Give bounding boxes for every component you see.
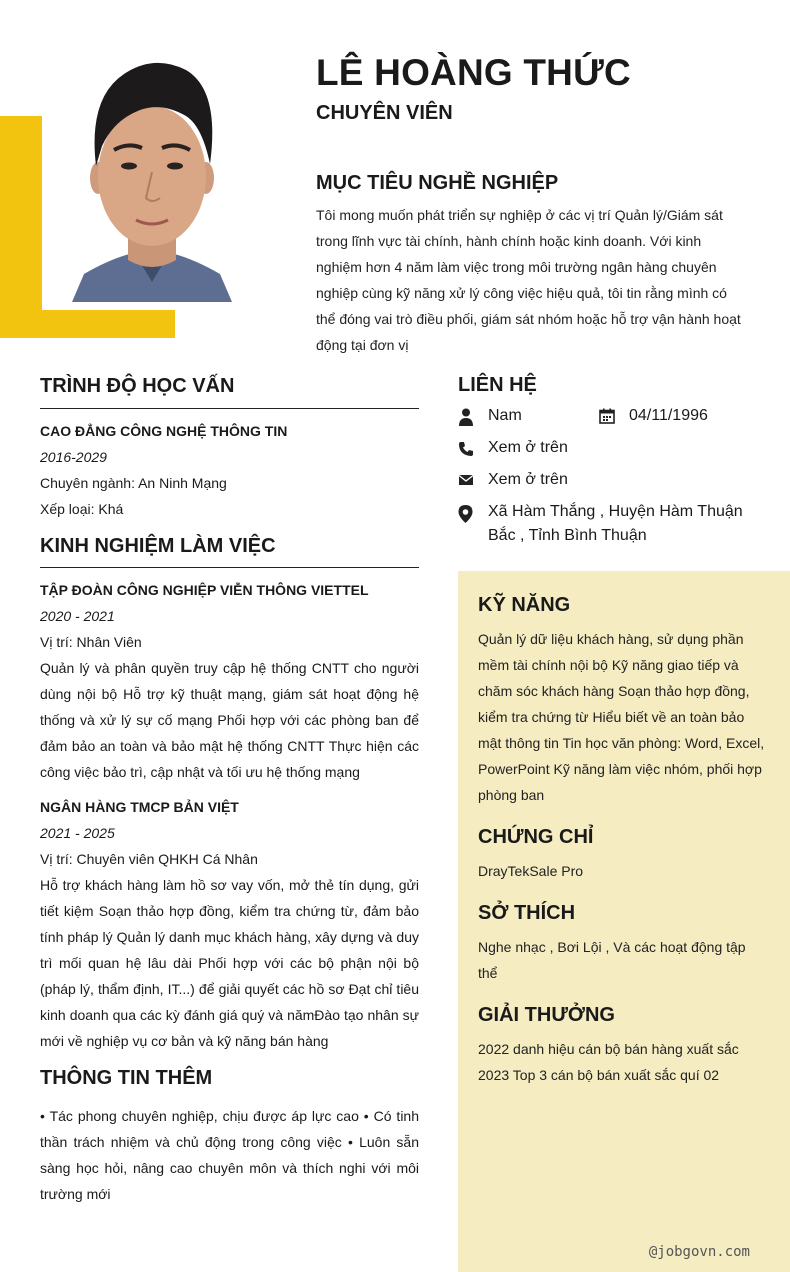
skills-title: KỸ NĂNG xyxy=(478,594,571,616)
experience-period: 2021 - 2025 xyxy=(40,825,115,841)
education-period: 2016-2029 xyxy=(40,449,107,465)
phone-icon xyxy=(458,441,474,457)
contact-title: LIÊN HỆ xyxy=(458,374,537,396)
education-major: Chuyên ngành: An Ninh Mạng xyxy=(40,475,227,491)
contact-phone: Xem ở trên xyxy=(488,439,568,456)
experience-description: Hỗ trợ khách hàng làm hồ sơ vay vốn, mở thẻ tín dụng, gửi tiết kiệm Soạn thảo hợp đồng, kiểm tra chứng từ, đảm bảo tính pháp lý Quản lý danh mục khách hàng, xây dựng và duy trì mối quan hệ lâu dài Phối hợp với các bộ phận nội bộ (pháp lý, thẩm định, IT...) để giải quyết các hồ sơ Đạt chỉ tiêu kinh doanh qua các kỳ đánh giá quý và nămĐào tạo nhân sự mới về nghiệp vụ cơ bản và kỹ năng bán hàng xyxy=(40,877,419,1049)
contact-birthday: 04/11/1996 xyxy=(629,407,708,424)
experience-item xyxy=(40,577,419,785)
certificates-title: CHỨNG CHỈ xyxy=(478,826,594,848)
experience-item xyxy=(40,794,419,1054)
experience-title: KINH NGHIỆM LÀM VIỆC xyxy=(40,535,276,557)
experience-position: Vị trí: Nhân Viên xyxy=(40,634,142,650)
candidate-role: CHUYÊN VIÊN xyxy=(316,102,453,124)
contact-email: Xem ở trên xyxy=(488,471,568,488)
mail-icon xyxy=(458,473,474,489)
sidebar-panel xyxy=(458,571,790,1272)
person-icon xyxy=(458,408,474,424)
experience-company: TẬP ĐOÀN CÔNG NGHIỆP VIỄN THÔNG VIETTEL xyxy=(40,582,369,598)
awards-list xyxy=(478,1036,768,1088)
hobbies-title: SỞ THÍCH xyxy=(478,902,576,924)
education-school: CAO ĐẲNG CÔNG NGHỆ THÔNG TIN xyxy=(40,423,288,439)
contact-address: Xã Hàm Thắng , Huyện Hàm Thuận Bắc , Tỉnh Bình Thuận xyxy=(488,503,743,544)
skills-text: Quản lý dữ liệu khách hàng, sử dụng phần mềm tài chính nội bộ Kỹ năng giao tiếp và chăm sóc khách hàng Soạn thảo hợp đồng, kiểm tra chứng từ Hiểu biết về an toàn bảo mật thông tin Tin học văn phòng: Word, Excel, PowerPoint Kỹ năng làm việc nhóm, phối hợp phòng ban xyxy=(478,631,765,803)
calendar-icon xyxy=(599,408,615,424)
extra-info-title: THÔNG TIN THÊM xyxy=(40,1067,213,1089)
hobbies-text: Nghe nhạc , Bơi Lội , Và các hoạt động tập thể xyxy=(478,939,746,981)
experience-description: Quản lý và phân quyền truy cập hệ thống CNTT cho người dùng nội bộ Hỗ trợ kỹ thuật mạng, giám sát hoạt động hệ thống và xử lý sự cố mạng Phối hợp với các phòng ban để đảm bảo an toàn và bảo mật hệ thống CNTT Thực hiện các công việc bảo trì, cập nhật và tối ưu hệ thống mạng xyxy=(40,660,419,780)
education-grade: Xếp loại: Khá xyxy=(40,501,124,517)
watermark: @jobgovn.com xyxy=(648,1244,750,1260)
certificates-text: DrayTekSale Pro xyxy=(478,863,584,879)
experience-period: 2020 - 2021 xyxy=(40,608,115,624)
accent-bar-vertical xyxy=(0,116,42,338)
education-title: TRÌNH ĐỘ HỌC VẤN xyxy=(40,375,235,397)
contact-gender: Nam xyxy=(488,407,522,424)
experience-company: NGÂN HÀNG TMCP BẢN VIỆT xyxy=(40,799,239,815)
award-item: 2022 danh hiệu cán bộ bán hàng xuất sắc xyxy=(478,1041,739,1057)
accent-bar-horizontal xyxy=(0,310,175,338)
experience-position: Vị trí: Chuyên viên QHKH Cá Nhân xyxy=(40,851,258,867)
education-divider xyxy=(40,408,419,409)
education-section xyxy=(40,418,419,522)
profile-photo xyxy=(62,38,242,302)
extra-info-text: • Tác phong chuyên nghiệp, chịu được áp lực cao • Có tinh thần trách nhiệm và chủ động trong công việc • Luôn sẵn sàng học hỏi, nâng cao chuyên môn và thích nghi với môi trường mới xyxy=(40,1108,419,1202)
objective-title: MỤC TIÊU NGHỀ NGHIỆP xyxy=(316,172,559,194)
candidate-name: LÊ HOÀNG THỨC xyxy=(316,52,631,93)
experience-divider xyxy=(40,567,419,568)
award-item: 2023 Top 3 cán bộ bán xuất sắc quí 02 xyxy=(478,1067,720,1083)
objective-text: Tôi mong muốn phát triển sự nghiệp ở các vị trí Quản lý/Giám sát trong lĩnh vực tài chính, hành chính hoặc kinh doanh. Với kinh nghiệm hơn 4 năm làm việc trong môi trường ngân hàng chuyên nghiệp cùng kỹ năng xử lý công việc hiệu quả, tôi tin rằng mình có thể đóng vai trò điều phối, giám sát nhóm hoặc hỗ trợ vận hành hoạt động tại đơn vị xyxy=(316,207,741,353)
awards-title: GIẢI THƯỞNG xyxy=(478,1004,615,1026)
location-pin-icon xyxy=(457,504,474,524)
